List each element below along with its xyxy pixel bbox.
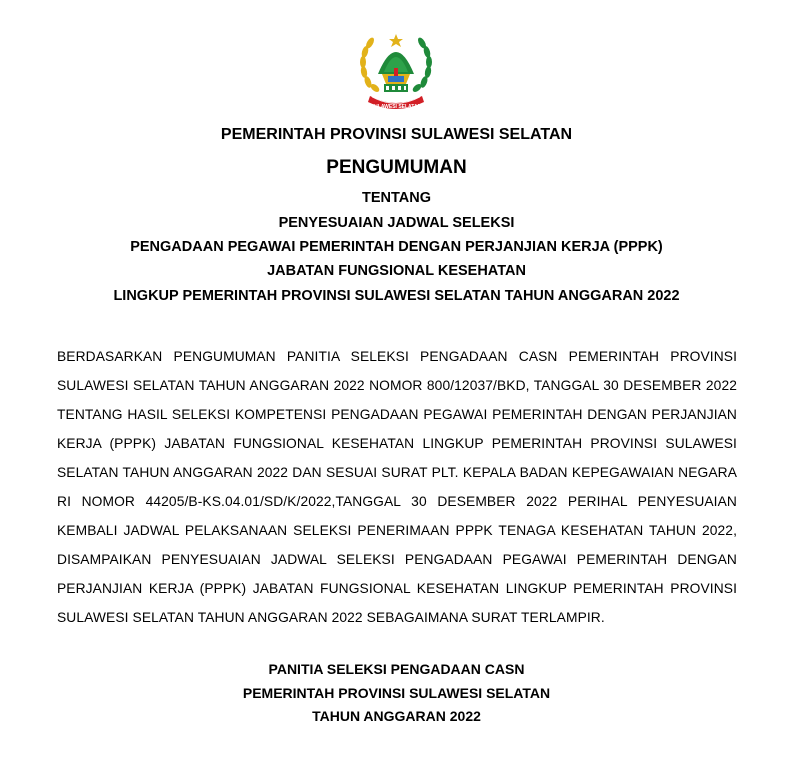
announcement-title: PENGUMUMAN [326, 157, 467, 178]
subtitle-line-position: JABATAN FUNGSIONAL KESEHATAN [267, 263, 526, 279]
announcement-body-paragraph: BERDASARKAN PENGUMUMAN PANITIA SELEKSI PENGADAAN CASN PEMERINTAH PROVINSI SULAWESI SELATAN TAHUN ANGGARAN 2022 NOMOR 800/12037/BKD, TANGGAL 30 DESEMBER 2022 TENTANG HASIL SELEKSI KOMPETENSI PENGADAAN PEGAWAI PEMERINTAH DENGAN PERJANJIAN KERJA (PPPK) JABATAN FUNGSIONAL KESEHATAN LINGKUP PEMERINTAH PROVINSI SULAWESI SELATAN TAHUN ANGGARAN 2022 DAN SESUAI SURAT PLT. KEPALA BADAN KEPEGAWAIAN NEGARA RI NOMOR 44205/B-KS.04.01/SD/K/2022,TANGGAL 30 DESEMBER 2022 PERIHAL PENYESUAIAN KEMBALI JADWAL PELAKSANAAN SELEKSI PENERIMAAN PPPK TENAGA KESEHATAN TAHUN 2022, DISAMPAIKAN PENYESUAIAN JADWAL SELEKSI PENGADAAN PEGAWAI PEMERINTAH DENGAN PERJANJIAN KERJA (PPPK) JABATAN FUNGSIONAL KESEHATAN LINGKUP PEMERINTAH PROVINSI SULAWESI SELATAN TAHUN ANGGARAN 2022 SEBAGAIMANA SURAT TERLAMPIR. [57, 349, 737, 625]
subtitle-line-pppk: PENGADAAN PEGAWAI PEMERINTAH DENGAN PERJANJIAN KERJA (PPPK) [130, 239, 663, 255]
signature-line-government: PEMERINTAH PROVINSI SULAWESI SELATAN [242, 685, 551, 701]
subtitle-line-about: TENTANG [361, 190, 431, 206]
emblem-banner-text: SULAWESI SELATAN [370, 104, 422, 110]
subtitle-line-scope: LINGKUP PEMERINTAH PROVINSI SULAWESI SELATAN TAHUN ANGGARAN 2022 [113, 288, 680, 304]
signature-line-committee: PANITIA SELEKSI PENGADAAN CASN [268, 661, 525, 677]
government-title: PEMERINTAH PROVINSI SULAWESI SELATAN [220, 126, 573, 143]
sulawesi-selatan-emblem-icon [348, 22, 444, 118]
signature-line-year: TAHUN ANGGARAN 2022 [312, 708, 481, 724]
subtitle-line-schedule: PENYESUAIAN JADWAL SELEKSI [278, 215, 515, 231]
